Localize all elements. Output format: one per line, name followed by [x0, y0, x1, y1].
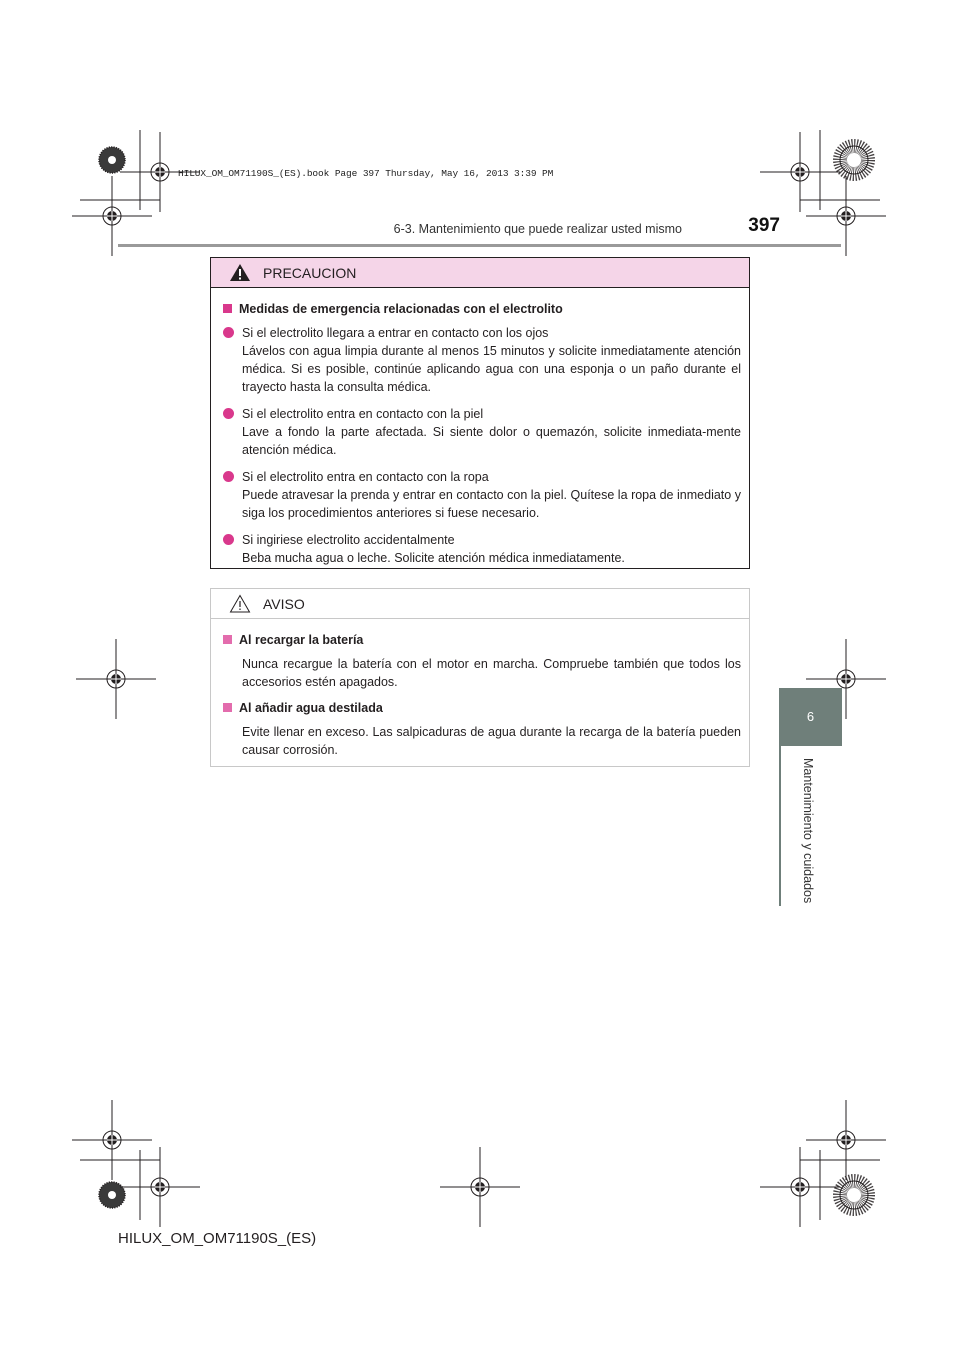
caution-outline-triangle-icon [229, 594, 251, 613]
caution-heading-text: Medidas de emergencia relacionadas con el electrolito [239, 302, 563, 316]
bullet-title: Si el electrolito llegara a entrar en contacto con los ojos [242, 326, 549, 340]
square-bullet-icon [223, 703, 232, 712]
bullet-text: Lave a fondo la parte afectada. Si siente dolor o quemazón, solicite inmediata-mente atención médica. [242, 425, 741, 457]
list-item [223, 405, 741, 459]
notice-heading: Al recargar la batería [223, 631, 741, 649]
notice-text: Evite llenar en exceso. Las salpicaduras de agua durante la recarga de la batería pueden causar corrosión. [242, 725, 741, 757]
list-item [223, 531, 741, 567]
footer-manual-code: HILUX_OM_OM71190S_(ES) [118, 1230, 317, 1247]
bullet-title: Si el electrolito entra en contacto con la ropa [242, 470, 489, 484]
notice-text: Nunca recargue la batería con el motor en marcha. Compruebe también que todos los accesorios estén apagados. [242, 657, 741, 689]
warning-triangle-icon [229, 263, 251, 282]
chapter-tab[interactable]: 6 [779, 688, 842, 746]
chapter-label: Mantenimiento y cuidados [801, 758, 815, 904]
caution-box [210, 257, 750, 569]
section-title: 6-3. Mantenimiento que puede realizar usted mismo [393, 222, 682, 236]
list-item [223, 468, 741, 522]
caution-header [211, 258, 749, 288]
page-number: 397 [748, 215, 780, 236]
bullet-title: Si el electrolito entra en contacto con la piel [242, 407, 484, 421]
registration-star-icon [99, 147, 125, 173]
circle-bullet-icon [223, 534, 234, 545]
caution-title: PRECAUCION [263, 264, 357, 281]
circle-bullet-icon [223, 327, 234, 338]
notice-heading: Al añadir agua destilada [223, 699, 741, 717]
print-file-info: HILUX_OM_OM71190S_(ES).book Page 397 Thursday, May 16, 2013 3:39 PM [178, 168, 554, 179]
side-rule [779, 746, 781, 906]
notice-header [211, 589, 749, 619]
square-bullet-icon [223, 635, 232, 644]
bullet-text: Puede atravesar la prenda y entrar en contacto con la piel. Quítese la ropa de inmediato y siga los procedimientos anteriores si fuese necesario. [242, 488, 741, 520]
list-item [223, 324, 741, 396]
notice-box [210, 588, 750, 767]
notice-body [211, 619, 749, 759]
circle-bullet-icon [223, 408, 234, 419]
caution-body [211, 288, 749, 567]
square-bullet-icon [223, 304, 232, 313]
caution-heading [223, 300, 741, 318]
bullet-text: Beba mucha agua o leche. Solicite atención médica inmediatamente. [242, 551, 625, 565]
bullet-text: Lávelos con agua limpia durante al menos 15 minutos y solicite inmediatamente atención médica. Si es posible, continúe aplicando agua con una esponja o un paño durante el trayecto hasta la consulta médica. [242, 344, 741, 394]
header-rule [118, 244, 841, 247]
bullet-title: Si ingiriese electrolito accidentalmente [242, 533, 455, 547]
notice-title: AVISO [263, 595, 305, 612]
circle-bullet-icon [223, 471, 234, 482]
